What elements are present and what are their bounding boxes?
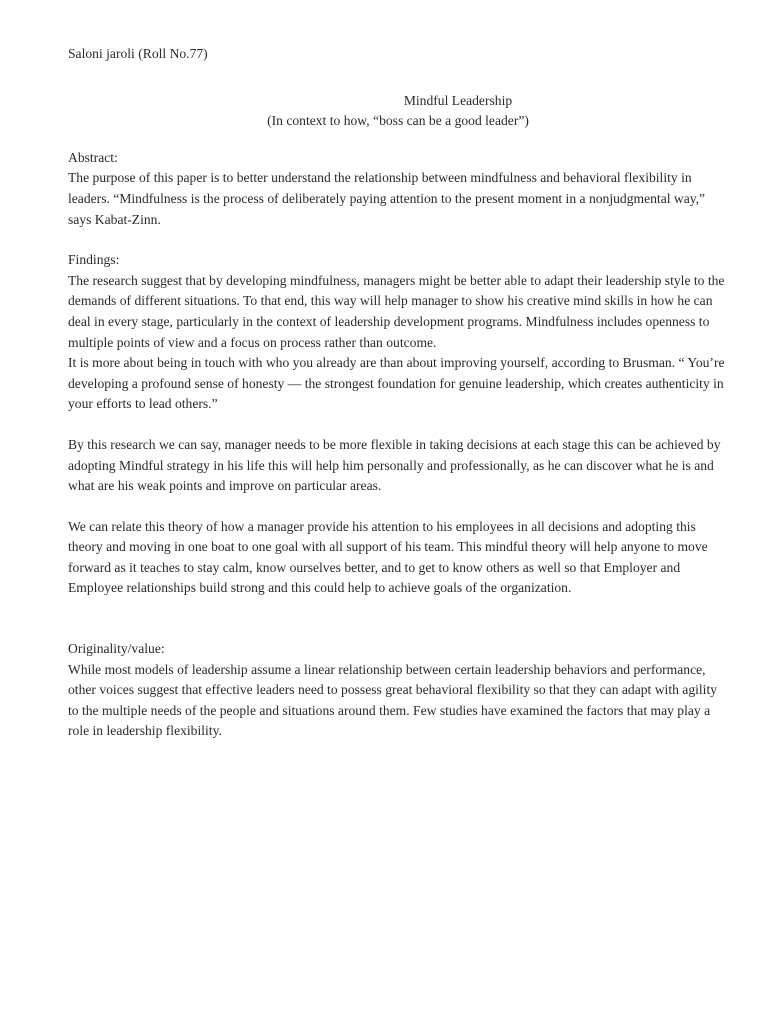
originality-text: While most models of leadership assume a linear relationship between certain leadership behaviors and performance, other voices suggest that effective leaders need to possess great behavioral flexibility so that they can adapt with agility to the multiple needs of the people and situations around them. Few studies have examined the factors that may play a role in leadership flexibility. — [68, 661, 718, 739]
theory-section — [68, 517, 728, 599]
abstract-label: Abstract: — [68, 149, 118, 165]
author-line: Saloni jaroli (Roll No.77) — [68, 46, 208, 61]
findings-label: Findings: — [68, 252, 120, 268]
findings-paragraph-2: It is more about being in touch with who you already are than about improving yourself, according to Brusman. “ You’re developing a profound sense of honesty — the strongest foundation for genuine leadership, which creates authenticity in your efforts to lead others.” — [68, 355, 725, 412]
document-subtitle: (In context to how, “boss can be a good leader”) — [267, 113, 529, 129]
originality-section — [68, 639, 728, 742]
document-title: Mindful Leadership — [403, 92, 513, 108]
abstract-section — [68, 148, 728, 230]
conclusion-section — [68, 435, 728, 497]
title-block — [68, 91, 728, 132]
body-paragraph-4: We can relate this theory of how a manager provide his attention to his employees in all decisions and adopting this theory and moving in one boat to one goal with all support of his team. This mindful theory will help anyone to move forward as it teaches to stay calm, know ourselves better, and to get to know others as well so that Employer and Employee relationships build strong and this could help to achieve goals of the organization. — [68, 518, 708, 596]
document-page — [68, 44, 728, 762]
originality-label: Originality/value: — [68, 641, 165, 657]
body-paragraph-3: By this research we can say, manager needs to be more flexible in taking decisions at each stage this can be achieved by adopting Mindful strategy in his life this will help him personally and professionally, as he can discover what he is and what are his weak points and improve on particular areas. — [68, 436, 721, 494]
abstract-text: The purpose of this paper is to better understand the relationship between mindfulness and behavioral flexibility in leaders. “Mindfulness is the process of deliberately paying attention to the present moment in a nonjudgmental way,” says Kabat-Zinn. — [68, 170, 706, 227]
findings-paragraph-1: The research suggest that by developing mindfulness, managers might be better able to adapt their leadership style to the demands of different situations. To that end, this way will help manager to show his creative mind skills in how he can deal in every stage, particularly in the context of leadership development programs. Mindfulness includes openness to multiple points of view and a focus on process rather than outcome. — [68, 272, 725, 350]
findings-section — [68, 250, 728, 415]
